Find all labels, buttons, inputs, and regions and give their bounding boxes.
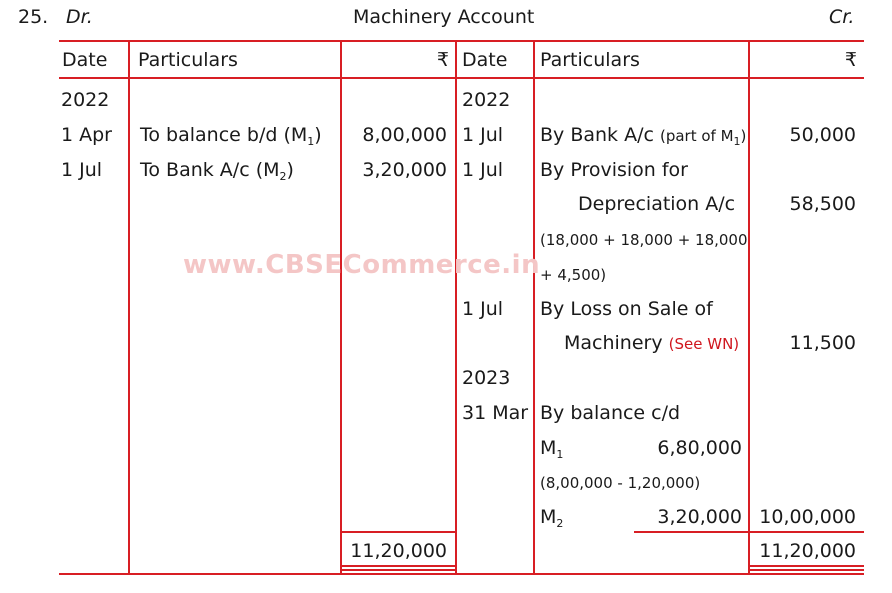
table-top-rule <box>59 40 864 42</box>
credit-balance-m1-label: $M_1$ <box>540 437 564 461</box>
debit-date-divider <box>128 40 130 575</box>
credit-balance-m1-calc: (8,00,000 - 1,20,000) <box>540 474 701 492</box>
question-number: 25. <box>18 6 49 28</box>
credit-amount-header: ₹ <box>844 49 857 71</box>
debit-total-rule <box>341 531 455 533</box>
credit-depreciation-line2: Depreciation A/c <box>578 193 736 215</box>
credit-depreciation-calc-1: (18,000 + 18,000 + 18,000 <box>540 231 748 249</box>
debit-entry-1-amount: 8,00,000 <box>362 124 447 146</box>
credit-balance-m1-amount: 6,80,000 <box>657 437 742 459</box>
debit-side-label: Dr. <box>66 6 93 28</box>
credit-year-2022: 2022 <box>462 89 511 111</box>
credit-bank-amount: 50,000 <box>789 124 856 146</box>
credit-side-label: Cr. <box>829 6 855 28</box>
header-bottom-rule <box>59 77 864 79</box>
account-title: Machinery Account <box>353 6 535 28</box>
credit-balance-particulars: By balance c/d <box>540 402 681 424</box>
credit-date-header: Date <box>462 49 508 71</box>
credit-double-rule-bottom <box>749 569 864 571</box>
credit-date-divider <box>533 40 535 575</box>
subtotal-rule <box>634 531 748 533</box>
debit-double-rule-bottom <box>341 569 455 571</box>
credit-depreciation-amount: 58,500 <box>789 193 856 215</box>
center-divider <box>455 40 457 575</box>
credit-balance-total-amount: 10,00,000 <box>759 506 856 528</box>
watermark: www.CBSECommerce.in <box>183 250 541 280</box>
credit-depreciation-date: 1 Jul <box>462 159 504 181</box>
credit-loss-line1: By Loss on Sale of <box>540 298 713 320</box>
debit-entry-2-date: 1 Jul <box>61 159 103 181</box>
credit-year-2023: 2023 <box>462 367 511 389</box>
credit-bank-particulars: By Bank A/c (part of $M_1$) <box>540 124 747 148</box>
see-wn-note: (See WN) <box>668 335 740 353</box>
debit-entry-1-particulars: To balance b/d $(M_1)$ <box>140 124 322 148</box>
credit-particulars-header: Particulars <box>540 49 640 71</box>
table-bottom-rule <box>59 573 864 575</box>
debit-entry-1-date: 1 Apr <box>61 124 112 146</box>
credit-double-rule-top <box>749 565 864 567</box>
credit-balance-m2-label: $M_2$ <box>540 506 564 530</box>
credit-balance-m2-amount: 3,20,000 <box>657 506 742 528</box>
credit-depreciation-calc-2: + 4,500) <box>540 266 607 284</box>
credit-loss-amount: 11,500 <box>789 332 856 354</box>
debit-particulars-header: Particulars <box>138 49 238 71</box>
credit-balance-date: 31 Mar <box>462 402 529 424</box>
debit-entry-2-particulars: To Bank A/c $(M_2)$ <box>140 159 294 183</box>
debit-year: 2022 <box>61 89 110 111</box>
debit-total: 11,20,000 <box>350 540 447 562</box>
debit-entry-2-amount: 3,20,000 <box>362 159 447 181</box>
credit-depreciation-line1: By Provision for <box>540 159 688 181</box>
credit-bank-date: 1 Jul <box>462 124 504 146</box>
credit-loss-date: 1 Jul <box>462 298 504 320</box>
credit-total: 11,20,000 <box>759 540 856 562</box>
credit-loss-line2: Machinery (See WN) <box>564 332 740 354</box>
debit-date-header: Date <box>62 49 108 71</box>
debit-amount-divider <box>340 40 342 575</box>
debit-amount-header: ₹ <box>436 49 449 71</box>
debit-double-rule-top <box>341 565 455 567</box>
credit-total-rule <box>749 531 864 533</box>
credit-amount-divider <box>748 40 750 575</box>
